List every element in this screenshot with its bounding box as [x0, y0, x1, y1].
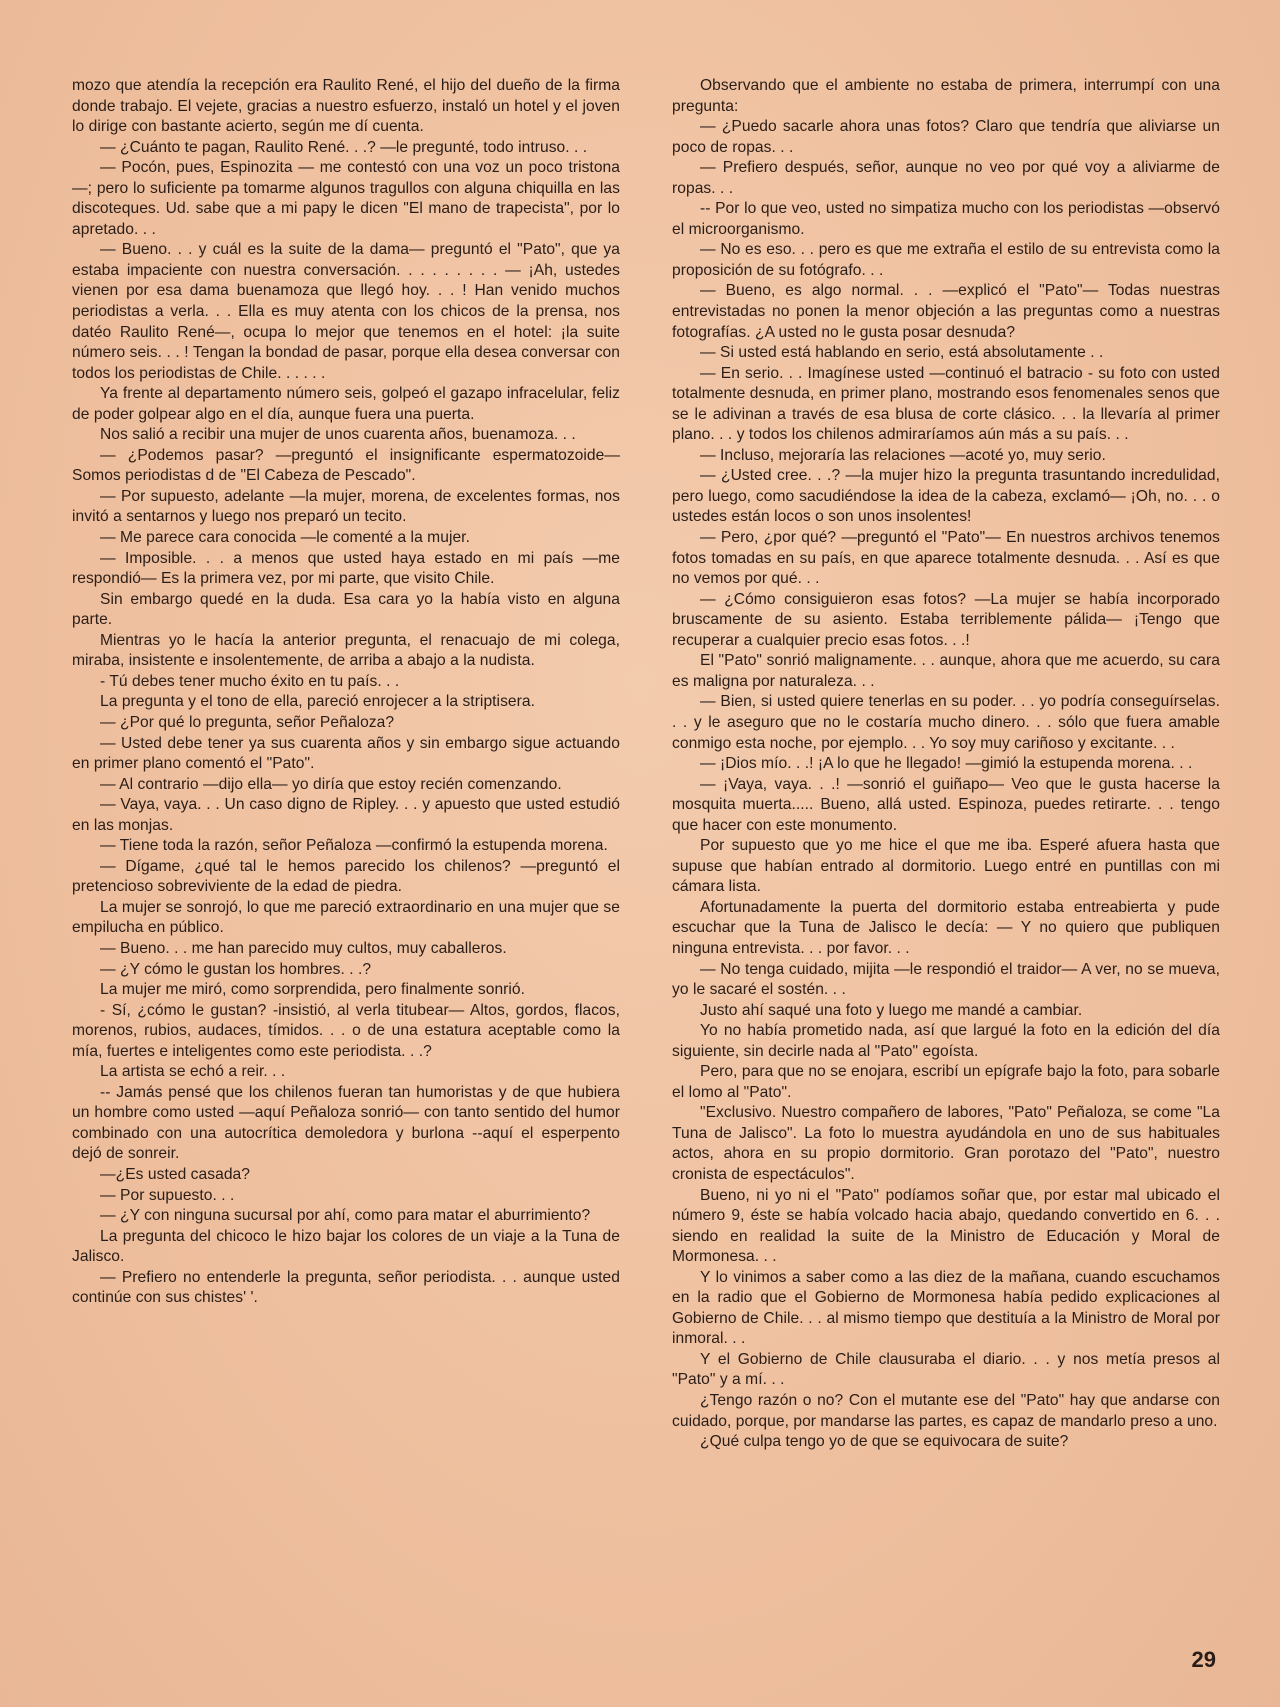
paragraph: -- Por lo que veo, usted no simpatiza mucho con los periodistas —observó el microorganismo. — [672, 200, 1220, 238]
paragraph: ¿Qué culpa tengo yo de que se equivocara de suite? — [700, 1433, 1069, 1451]
paragraph: — Me parece cara conocida —le comenté a la mujer. — [100, 529, 470, 547]
paragraph: — ¿Usted cree. . .? —la mujer hizo la pregunta trasuntando incredulidad, pero luego, como sacudiéndose la idea de la cabeza, exclamó— ¡Oh, no. . . o ustedes están locos o son unos insolentes! — [672, 467, 1220, 526]
paragraph: Sin embargo quedé en la duda. Esa cara yo la había visto en alguna parte. — [72, 590, 620, 629]
paragraph: Justo ahí saqué una foto y luego me mandé a cambiar. — [700, 1001, 1083, 1019]
paragraph: La pregunta y el tono de ella, pareció enrojecer a la striptisera. — [100, 693, 535, 711]
paragraph: — ¿Cómo consiguieron esas fotos? —La mujer se había incorporado bruscamente de su asiento. Estaba terriblemente pálida— ¡Tengo que recuperar a cualquier precio esas fotos. . .! — [672, 590, 1220, 649]
paragraph: "Exclusivo. Nuestro compañero de labores, "Pato" Peñaloza, se come "La Tuna de Jalisco". La foto lo muestra ayudándola en uno de sus habituales actos, ahora en su propio dormitorio. Gran porotazo del "Pato", nuestro cronista de espectáculos". — [672, 1104, 1220, 1183]
paragraph: - Sí, ¿cómo le gustan? -insistió, al verla titubear— Altos, gordos, flacos, morenos, rubios, audaces, tímidos. . . o de una estatura aceptable como la mía, fuertes e inteligentes como este periodista. . .? — [72, 1001, 620, 1060]
paragraph: — Por supuesto, adelante —la mujer, morena, de excelentes formas, nos invitó a sentarnos y luego nos preparó un tecito. — [72, 487, 620, 526]
paragraph: La artista se echó a reir. . . — [100, 1063, 286, 1081]
paragraph: — Bueno. . . y cuál es la suite de la dama— preguntó el "Pato", que ya estaba impaciente con nuestra conversación. . . . . . . . . — ¡Ah, ustedes vienen por esa dama buenamoza que llegó hoy. . . ! Han venido muchos periodistas a verla. . . Ella es muy atenta con los chicos de la prensa, nos datéo Raulito René—, ocupa lo mejor que tenemos en el hotel: ¡la suite número seis. . . ! Tengan la bondad de pasar, porque ella desea conversar con todos los periodistas de Chile. . . . . . — [72, 241, 620, 382]
paragraph: — Dígame, ¿qué tal le hemos parecido los chilenos? —preguntó el pretencioso sobreviviente de la edad de piedra. — [72, 857, 620, 896]
paragraph: — En serio. . . Imagínese usted —continuó el batracio - su foto con usted totalmente desnuda, en primer plano, mostrando esos fenomenales senos que se le adivinan a través de esa blusa de corte clásico. . . la llevaría al primer plano. . . y todos los chilenos admiraríamos aún más a su país. . . — [672, 364, 1220, 444]
paragraph: La mujer me miró, como sorprendida, pero finalmente sonrió. — [100, 981, 526, 999]
paragraph: Mientras yo le hacía la anterior pregunta, el renacuajo de mi colega, miraba, insistente e insolentemente, de arriba a abajo a la nudista. — [72, 631, 620, 670]
paragraph: — Pero, ¿por qué? —preguntó el "Pato"— En nuestros archivos tenemos fotos tomadas en su país, en que aparece totalmente desnuda. . . Así es que no vemos por qué. . . — [672, 529, 1220, 588]
paragraph: Yo no había prometido nada, así que largué la foto en la edición del día siguiente, sin decirle nada al "Pato" egoísta. — [672, 1022, 1220, 1060]
paragraph: - Tú debes tener mucho éxito en tu país. . . — [100, 672, 400, 690]
left-text-column — [72, 76, 620, 1309]
paragraph: — ¿Podemos pasar? —preguntó el insignificante espermatozoide— Somos periodistas d de "El Cabeza de Pescado". — [72, 446, 620, 485]
paragraph: — ¿Y cómo le gustan los hombres. . .? — [100, 960, 372, 978]
paragraph: La pregunta del chicoco le hizo bajar los colores de un viaje a la Tuna de Jalisco. — [72, 1227, 620, 1266]
paragraph: — Bueno. . . me han parecido muy cultos, muy caballeros. — [100, 939, 507, 957]
paragraph: — Tiene toda la razón, señor Peñaloza —confirmó la estupenda morena. — [100, 837, 608, 855]
paragraph: Bueno, ni yo ni el "Pato" podíamos soñar que, por estar mal ubicado el número 9, éste se había volcado hacia abajo, quedando convertido en 6. . . siendo en realidad la suite de la Ministro de Educación y Moral de Mormonesa. . . — [672, 1186, 1220, 1266]
paragraph: Afortunadamente la puerta del dormitorio estaba entreabierta y pude escuchar que la Tuna de Jalisco le decía: — Y no quiero que publiquen ninguna entrevista. . . por favor. . . — [672, 898, 1220, 957]
paragraph: mozo que atendía la recepción era Raulito René, el hijo del dueño de la firma donde trabajo. El vejete, gracias a nuestro esfuerzo, instaló un hotel y el joven lo dirige con bastante acierto, según me dí cuenta. — [72, 77, 620, 136]
paragraph: — ¿Y con ninguna sucursal por ahí, como para matar el aburrimiento? — [100, 1207, 591, 1225]
paragraph: — Bien, si usted quiere tenerlas en su poder. . . yo podría conseguírselas. . . y le aseguro que no le costaría mucho dinero. . . sólo que fuera amable conmigo esta noche, por ejemplo. . . Yo soy muy cariñoso y excitante. . . — [672, 693, 1220, 752]
paragraph: — Usted debe tener ya sus cuarenta años y sin embargo sigue actuando en primer plano comentó el "Pato". — [72, 734, 620, 773]
paragraph: — ¡Vaya, vaya. . .! —sonrió el guiñapo— Veo que le gusta hacerse la mosquita muerta..... Bueno, allá usted. Espinoza, puedes retirarte. . . tengo que hacer con este monumento. — [672, 775, 1220, 834]
paragraph: — No es eso. . . pero es que me extraña el estilo de su entrevista como la proposición de su fotógrafo. . . — [672, 241, 1220, 279]
right-text-column — [672, 76, 1220, 1453]
paragraph: — Imposible. . . a menos que usted haya estado en mi país —me respondió— Es la primera vez, por mi parte, que visito Chile. — [72, 549, 620, 588]
page-number: 29 — [1191, 1647, 1216, 1672]
paragraph: — Por supuesto. . . — [100, 1186, 235, 1204]
paragraph: El "Pato" sonrió malignamente. . . aunque, ahora que me acuerdo, su cara es maligna por naturaleza. . . — [672, 652, 1220, 690]
paragraph: Nos salió a recibir una mujer de unos cuarenta años, buenamoza. . . — [100, 426, 576, 444]
paragraph: — Incluso, mejoraría las relaciones —acoté yo, muy serio. — [700, 446, 1106, 464]
paragraph: Ya frente al departamento número seis, golpeó el gazapo infracelular, feliz de poder golpear algo en el día, aunque fuera una puerta. — [72, 385, 620, 423]
paragraph: — ¿Cuánto te pagan, Raulito René. . .? —le pregunté, todo intruso. . . — [100, 138, 588, 156]
paragraph: Observando que el ambiente no estaba de primera, interrumpí con una pregunta: — [672, 77, 1220, 115]
paragraph: — Prefiero no entenderle la pregunta, señor periodista. . . aunque usted continúe con sus chistes' '. — [72, 1268, 620, 1307]
paragraph: — Al contrario —dijo ella— yo diría que estoy recién comenzando. — [100, 775, 562, 793]
paragraph: — Si usted está hablando en serio, está absolutamente . . — [700, 344, 1104, 362]
paragraph: Por supuesto que yo me hice el que me iba. Esperé afuera hasta que supuse que habían entrado al dormitorio. Luego entré en puntillas con mi cámara lista. — [672, 837, 1220, 896]
paragraph: Y lo vinimos a saber como a las diez de la mañana, cuando escuchamos en la radio que el Gobierno de Mormonesa había pedido explicaciones al Gobierno de Chile. . . al mismo tiempo que destituía a la Ministro de Moral por inmoral. . . — [672, 1268, 1220, 1348]
paragraph: Y el Gobierno de Chile clausuraba el diario. . . y nos metía presos al "Pato" y a mí. . . — [672, 1350, 1220, 1389]
paragraph: — ¿Por qué lo pregunta, señor Peñaloza? — [100, 713, 395, 731]
paragraph: La mujer se sonrojó, lo que me pareció extraordinario en una mujer que se empilucha en público. — [72, 898, 620, 937]
paragraph: — ¡Dios mío. . .! ¡A lo que he llegado! —gimió la estupenda morena. . . — [700, 755, 1193, 773]
paragraph: — Pocón, pues, Espinozita — me contestó con una voz un poco tristona—; pero lo suficiente pa tomarme algunos tragullos con alguna chiquilla en las discoteques. Ud. sabe que a mi papy le dicen "El mano de trapecista", por lo apretado. . . — [72, 159, 620, 238]
paragraph: — No tenga cuidado, mijita —le respondió el traidor— A ver, no se mueva, yo le sacaré el sostén. . . — [672, 960, 1220, 999]
paragraph: — Bueno, es algo normal. . . —explicó el "Pato"— Todas nuestras entrevistadas no ponen la menor objeción a las preguntas como a nuestras fotografías. ¿A usted no le gusta posar desnuda? — [672, 282, 1220, 341]
paragraph: Pero, para que no se enojara, escribí un epígrafe bajo la foto, para sobarle el lomo al "Pato". — [672, 1063, 1220, 1101]
paragraph: — Vaya, vaya. . . Un caso digno de Ripley. . . y apuesto que usted estudió en las monjas. — [72, 796, 620, 834]
paragraph: — Prefiero después, señor, aunque no veo por qué voy a aliviarme de ropas. . . — [672, 159, 1220, 197]
paragraph: -- Jamás pensé que los chilenos fueran tan humoristas y de que hubiera un hombre como usted —aquí Peñaloza sonrió— con tanto sentido del humor combinado con una autocrítica demoledora y burlona --aquí el esperpento dejó de sonreir. — [72, 1083, 620, 1163]
paragraph: — ¿Puedo sacarle ahora unas fotos? Claro que tendría que aliviarse un poco de ropas. . . — [672, 118, 1220, 156]
paragraph: ¿Tengo razón o no? Con el mutante ese del "Pato" hay que andarse con cuidado, porque, por mandarse las partes, es capaz de mandarlo preso a uno. — [672, 1392, 1220, 1430]
paragraph: —¿Es usted casada? — [100, 1165, 250, 1183]
